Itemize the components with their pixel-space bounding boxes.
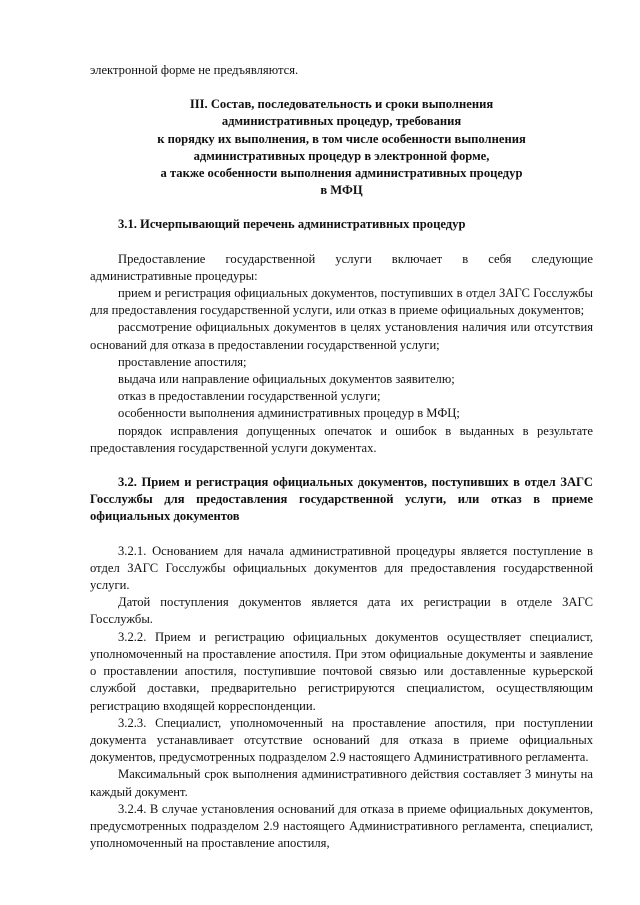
lead-line: электронной форме не предъявляются.	[90, 63, 299, 77]
paragraph: прием и регистрация официальных документов, поступивших в отдел ЗАГС Госслужбы для предоставления государственной услуги, или отказ в приеме официальных документов;	[90, 286, 593, 318]
subsection-3-1-title: 3.1. Исчерпывающий перечень административных процедур	[118, 217, 466, 232]
section-3-title-line: административных процедур в электронной форме,	[193, 148, 490, 163]
paragraph: особенности выполнения административных процедур в МФЦ;	[118, 406, 460, 421]
section-3-title-line: к порядку их выполнения, в том числе особенности выполнения	[157, 131, 526, 146]
section-3-title-line: III. Состав, последовательность и сроки выполнения	[189, 97, 494, 112]
paragraph: Предоставление государственной услуги включает в себя следующие административные процедуры:	[90, 251, 593, 283]
paragraph: 3.2.1. Основанием для начала административной процедуры является поступление в отдел ЗАГС Госслужбы официальных документов для предоставления государственной услуги.	[90, 543, 593, 593]
section-3-title-line: административных процедур, требования	[221, 114, 462, 129]
paragraph: 3.2.3. Специалист, уполномоченный на проставление апостиля, при поступлении документа устанавливает отсутствие оснований для отказа в приеме официальных документов, предусмотренных подразделом 2.9 настоящего Административного регламента.	[90, 715, 593, 765]
paragraph: проставление апостиля;	[118, 354, 247, 369]
paragraph: рассмотрение официальных документов в целях установления наличия или отсутствия оснований для отказа в предоставлении государственной услуги;	[90, 320, 593, 352]
spacer	[90, 234, 593, 251]
paragraph: Максимальный срок выполнения административного действия составляет 3 минуты на каждый документ.	[90, 767, 593, 799]
spacer	[90, 457, 593, 474]
section-3-title-line: а также особенности выполнения административных процедур	[160, 166, 523, 181]
section-3-title-line: в МФЦ	[320, 183, 363, 198]
paragraph: 3.2.2. Прием и регистрацию официальных документов осуществляет специалист, уполномоченный на проставление апостиля. При этом официальные документы и заявление о проставлении апостиля, поступившие почтовой связью или доставленные курьерской службой доставки, предварительно регистрируются специалистом, осуществляющим регистрацию входящей корреспонденции.	[90, 629, 593, 713]
section-3-title	[90, 96, 593, 199]
paragraph: Датой поступления документов является дата их регистрации в отделе ЗАГС Госслужбы.	[90, 595, 593, 627]
spacer	[90, 526, 593, 543]
paragraph: порядок исправления допущенных опечаток и ошибок в выданных в результате предоставления государственной услуги документах.	[90, 423, 593, 455]
paragraph: выдача или направление официальных документов заявителю;	[118, 372, 455, 387]
paragraph: отказ в предоставлении государственной услуги;	[118, 389, 381, 404]
subsection-3-2-title: 3.2. Прием и регистрация официальных документов, поступивших в отдел ЗАГС Госслужбы для предоставления государственной услуги, или отказ в приеме официальных документов	[90, 475, 593, 524]
paragraph: 3.2.4. В случае установления оснований для отказа в приеме официальных документов, предусмотренных подразделом 2.9 настоящего Административного регламента, специалист, уполномоченный на проставление апостиля,	[90, 801, 593, 851]
